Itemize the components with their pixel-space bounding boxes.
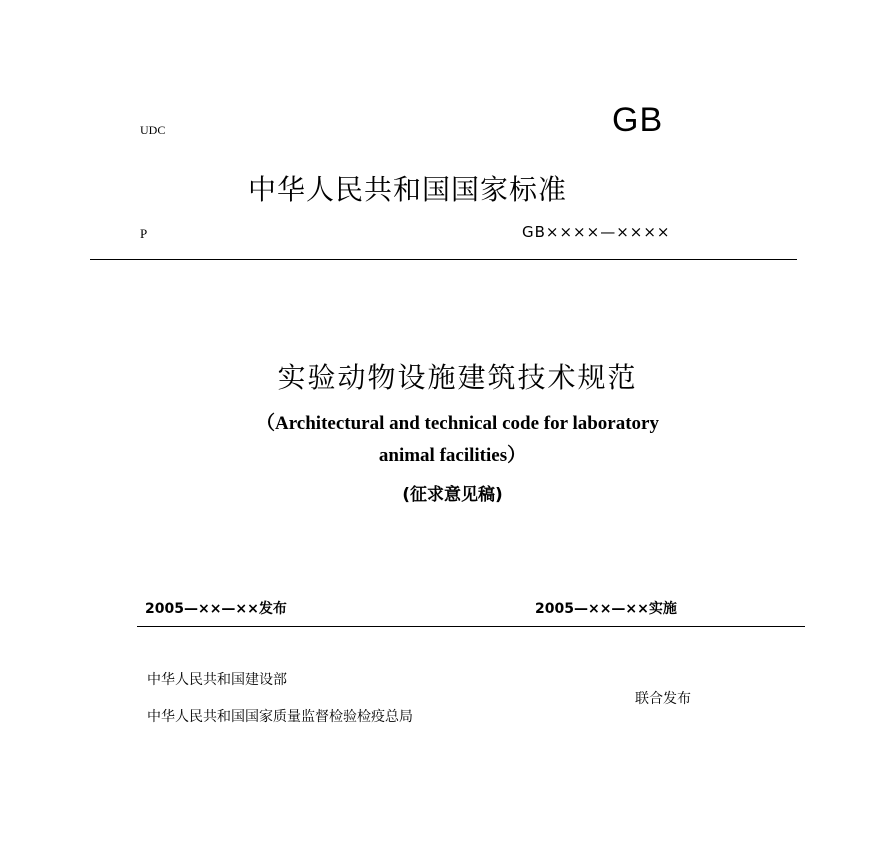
- draft-note: (征求意见稿): [402, 485, 503, 505]
- standard-number: GB××××—××××: [522, 223, 671, 241]
- release-date: 2005—××—××发布: [145, 601, 287, 617]
- udc-label: UDC: [140, 123, 166, 137]
- issuer-ministry-construction: 中华人民共和国建设部: [147, 672, 287, 688]
- gb-logo: GB: [612, 101, 664, 139]
- top-divider: [90, 259, 797, 260]
- document-title-chinese: 实验动物设施建筑技术规范: [277, 361, 638, 394]
- issuer-aqsiq: 中华人民共和国国家质量监督检验检疫总局: [147, 709, 413, 725]
- classification-label: P: [140, 226, 148, 241]
- national-standard-title: 中华人民共和国国家标准: [248, 173, 568, 206]
- document-title-english-line2: animal facilities）: [378, 445, 527, 466]
- document-title-english-line1: （Architectural and technical code for laboratory: [256, 413, 659, 434]
- implementation-date: 2005—××—××实施: [535, 601, 677, 617]
- date-divider: [137, 626, 805, 627]
- joint-release-label: 联合发布: [635, 691, 691, 707]
